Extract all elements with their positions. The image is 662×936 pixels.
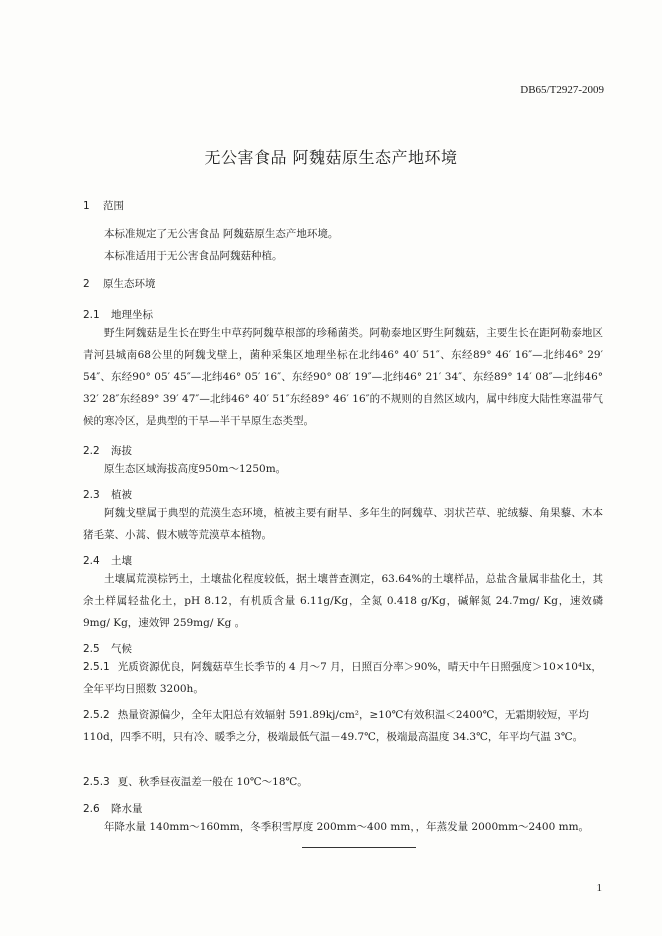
section-2-heading <box>83 276 156 291</box>
section-2-6-heading <box>83 801 143 816</box>
section-title: 原生态环境 <box>103 278 156 290</box>
document-title: 无公害食品 阿魏菇原生态产地环境 <box>204 148 458 167</box>
section-1-heading <box>83 198 124 213</box>
section-title: 地理坐标 <box>111 309 153 321</box>
section-2-3-heading <box>83 487 132 502</box>
paragraph: 阿魏戈壁属于典型的荒漠生态环境，植被主要有耐旱、多年生的阿魏草、羽状芒草、驼绒藜、角果藜、木本猪毛菜、小蒿、假木贼等荒漠草本植物。 <box>83 507 603 541</box>
paragraph: 野生阿魏菇是生长在野生中草药阿魏草根部的珍稀菌类。阿勒泰地区野生阿魏菇，主要生长在距阿勒泰地区青河县城南68公里的阿魏戈壁上，菌种采集区地理坐标在北纬46° 40′ 51″、东经89° 46′ 16″—北纬46° 29′ 54″、东经90° 05′ 45″—北纬46° 05′ 16″、东经90° 08′ 19″—北纬46° 21′ 34″、东经89° 14′ 08″—北纬46° 32′ 28″东经89° 39′ 47″—北纬46° 40′ 51″东经89° 46′ 16″的不规则的自然区域内，属中纬度大陆性寒温带气候的寒冷区，是典型的干旱—半干旱原生态类型。 <box>83 327 603 427</box>
subsection-number: 2.5.2 <box>83 709 110 721</box>
subsection-2-5-2 <box>83 704 603 748</box>
section-title: 降水量 <box>111 803 143 815</box>
subsection-number: 2.5.3 <box>83 776 110 788</box>
section-title: 植被 <box>111 489 132 501</box>
section-2-5-heading <box>83 641 132 656</box>
paragraph: 本标准规定了无公害食品 阿魏菇原生态产地环境。 <box>104 228 339 240</box>
paragraph: 年降水量 140mm～160mm，冬季积雪厚度 200mm～400 mm，，年蒸发量 2000mm～2400 mm。 <box>104 821 590 833</box>
section-number: 2 <box>83 278 90 290</box>
standard-code: DB65/T2927-2009 <box>520 84 604 96</box>
section-number: 1 <box>83 200 90 212</box>
section-2-4-heading <box>83 553 132 568</box>
paragraph: 原生态区域海拔高度950m～1250m。 <box>104 463 287 475</box>
section-number: 2.5 <box>83 643 100 655</box>
section-number: 2.2 <box>83 445 100 457</box>
section-title: 土壤 <box>111 555 132 567</box>
end-rule <box>302 847 416 848</box>
section-title: 气候 <box>111 643 132 655</box>
subsection-2-5-3 <box>83 771 603 793</box>
page-number: 1 <box>596 882 602 894</box>
paragraph: 土壤属荒漠棕钙土，土壤盐化程度较低，据土壤普查测定，63.64%的土壤样品，总盐含量属非盐化土，其余土样属轻盐化土，pH 8.12，有机质含量 6.11g/Kg，全氮 0.418 g/Kg，碱解氮 24.7mg/ Kg，速效磷 9mg/ Kg，速效钾 259mg/ Kg 。 <box>83 573 603 629</box>
subsection-text: 热量资源偏少，全年太阳总有效辐射 591.89kj/cm²，≥10℃有效积温＜2400℃，无霜期较短，平均 110d，四季不明，只有冷、暖季之分，极端最低气温－49.7℃，极端最高温度 34.3℃，年平均气温 3℃。 <box>83 709 589 743</box>
section-title: 海拔 <box>111 445 132 457</box>
subsection-2-5-1 <box>83 656 603 700</box>
subsection-text: 光质资源优良，阿魏菇草生长季节的 4 月～7 月，日照百分率＞90%，晴天中午日照强度＞10×10⁴lx，全年平均日照数 3200h。 <box>83 661 602 695</box>
section-number: 2.6 <box>83 803 100 815</box>
section-number: 2.3 <box>83 489 100 501</box>
section-title: 范围 <box>103 200 124 212</box>
paragraph: 本标准适用于无公害食品阿魏菇种植。 <box>104 250 283 262</box>
section-number: 2.1 <box>83 309 100 321</box>
subsection-text: 夏、秋季昼夜温差一般在 10℃～18℃。 <box>117 776 308 788</box>
section-2-1-heading <box>83 307 153 322</box>
section-2-2-heading <box>83 443 132 458</box>
subsection-number: 2.5.1 <box>83 661 110 673</box>
section-number: 2.4 <box>83 555 100 567</box>
